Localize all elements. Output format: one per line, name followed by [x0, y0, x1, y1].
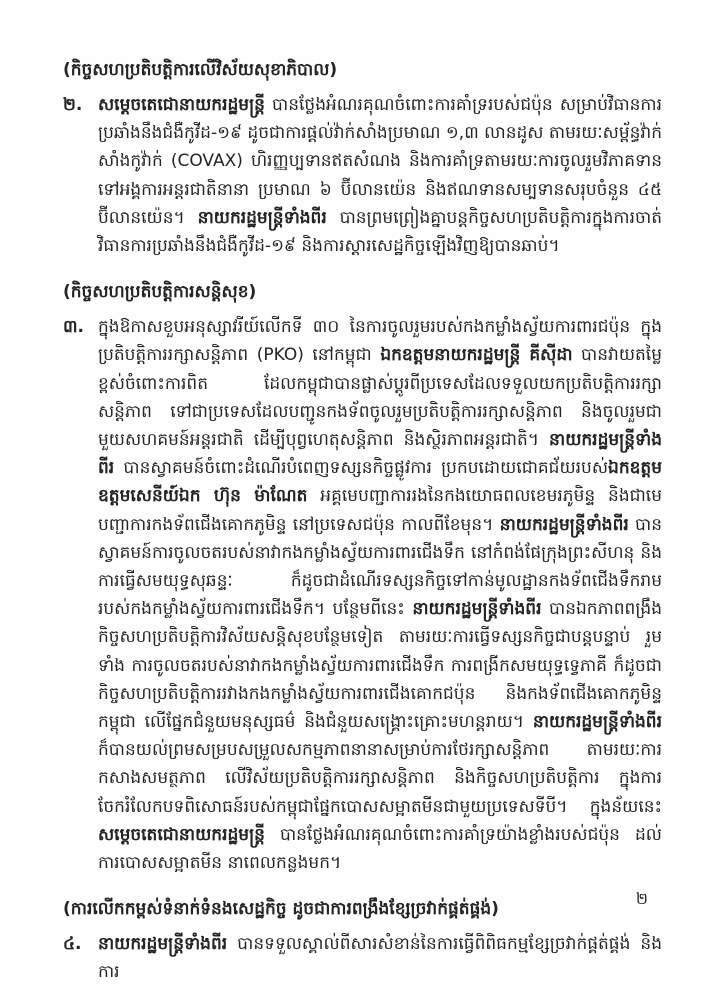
section-heading: (កិច្ចសហប្រតិបត្តិការលើវិស័យសុខាភិបាល)	[63, 60, 338, 80]
section-security-cooperation	[63, 278, 662, 877]
section-heading: (ការលើកកម្ពស់ទំនាក់ទំនងសេដ្ឋកិច្ច ដូចជាការពង្រឹងខ្សែច្រវាក់ផ្គត់ផ្គង់)	[63, 899, 499, 920]
paragraph-item	[63, 930, 662, 986]
document-content	[63, 56, 662, 987]
section-health-cooperation	[63, 56, 662, 260]
section-heading: (កិច្ចសហប្រតិបត្តិការសន្តិសុខ)	[63, 282, 257, 303]
item-number: ៤.	[63, 934, 82, 955]
paragraph-item	[63, 91, 662, 260]
page-number: ២	[635, 889, 648, 908]
paragraph-text: នាយករដ្ឋមន្ត្រីទាំងពីរ បានទទួលស្គាល់ពីសារសំខាន់នៃការធ្វើពិពិធកម្មខ្សែច្រវាក់ផ្គត់ផ្គង់ និងការ	[98, 934, 662, 983]
paragraph-text: ក្នុងឱកាសខួបអនុស្សាវរីយ៍លើកទី ៣០ នៃការចូលរួមរបស់កងកម្លាំងស្វ័យការពារជប៉ុន ក្នុងប្រតិបត្តិការរក្សាសន្តិភាព (PKO) នៅកម្ពុជា ឯកឧត្តមនាយករដ្ឋមន្ត្រី គីស៊ីដា បានវាយតម្លៃខ្ពស់ចំពោះការពិត ដែលកម្ពុជាបានផ្លាស់ប្តូរពីប្រទេសដែលទទួលយកប្រតិបត្តិការរក្សាសន្តិភាព ទៅជាប្រទេសដែលបញ្ជូនកងទ័ពចូលរួមប្រតិបត្តិការរក្សាសន្តិភាព និងចូលរួមជាមួយសហគមន៍អន្តរជាតិ ដើម្បីបុព្វហេតុសន្តិភាព និងស្ថិរភាពអន្តរជាតិ។ នាយករដ្ឋមន្ត្រីទាំងពីរ បានស្វាគមន៍ចំពោះដំណើរបំពេញទស្សនកិច្ចផ្លូវការ ប្រកបដោយជោគជ័យរបស់ឯកឧត្តមឧត្តមសេនីយ៍ឯក ហ៊ុន ម៉ាណែត អគ្គមេបញ្ជាការរងនៃកងយោធពលខេមរភូមិន្ទ និងជាមេបញ្ជាការកងទ័ពជើងគោកភូមិន្ទ នៅប្រទេសជប៉ុន កាលពីខែមុន។ នាយករដ្ឋមន្ត្រីទាំងពីរ បានស្វាគមន៍ការចូលចតរបស់នាវាកងកម្លាំងស្វ័យការពារជើងទឹក នៅកំពង់ផែក្រុងព្រះសីហនុ និងការធ្វើសមយុទ្ធសុឆន្ទៈ ក៏ដូចជាដំណើរទស្សនកិច្ចទៅកាន់មូលដ្ឋានកងទ័ពជើងទឹករាមរបស់កងកម្លាំងស្វ័យការពារជើងទឹក។ បន្ថែមពីនេះ នាយករដ្ឋមន្ត្រីទាំងពីរ បានឯកភាពពង្រឹងកិច្ចសហប្រតិបត្តិការវិស័យសន្តិសុខបន្ថែមទៀត តាមរយៈការធ្វើទស្សនកិច្ចជាបន្តបន្ទាប់ រួមទាំង ការចូលចតរបស់នាវាកងកម្លាំងស្វ័យការពារជើងទឹក ការពង្រីកសមយុទ្ធទ្វេភាគី ក៏ដូចជាកិច្ចសហប្រតិបត្តិការរវាងកងកម្លាំងស្វ័យការពារជើងគោកជប៉ុន និងកងទ័ពជើងគោកភូមិន្ទកម្ពុជា លើផ្នែកជំនួយមនុស្សធម៌ និងជំនួយសង្គ្រោះគ្រោះមហន្តរាយ។ នាយករដ្ឋមន្ត្រីទាំងពីរ ក៏បានយល់ព្រមសម្របសម្រួលសកម្មភាពនានាសម្រាប់ការថែរក្សាសន្តិភាព តាមរយៈការកសាងសមត្ថភាព លើវិស័យប្រតិបត្តិការរក្សាសន្តិភាព និងកិច្ចសហប្រតិបត្តិការ ក្នុងការចែករំលែកបទពិសោធន៍របស់កម្ពុជាផ្នែកបោសសម្អាតមីនជាមួយប្រទេសទីបី។ ក្នុងន័យនេះ សម្តេចតេជោនាយករដ្ឋមន្ត្រី បានថ្លែងអំណរគុណចំពោះការគាំទ្រយ៉ាងខ្លាំងរបស់ជប៉ុន ដល់ការបោសសម្អាតមីន នាពេលកន្លងមក។	[98, 317, 662, 874]
item-number: ៣.	[63, 317, 84, 338]
item-number: ២.	[63, 95, 83, 115]
paragraph-item	[63, 313, 662, 877]
paragraph-text: សម្តេចតេជោនាយករដ្ឋមន្ត្រី បានថ្លែងអំណរគុណចំពោះការគាំទ្ររបស់ជប៉ុន សម្រាប់វិធានការប្រឆាំងនឹងជំងឺកូវីដ-១៩ ដូចជាការផ្តល់វ៉ាក់សាំងប្រមាណ ១,៣ លានដូស តាមរយៈសម្ព័ន្ធវ៉ាក់សាំងកូវ៉ាក់ (COVAX) ហិរញ្ញប្បទានឥតសំណង និងការគាំទ្រតាមរយៈការចូលរួមវិភាគទានទៅអង្គការអន្តរជាតិនានា ប្រមាណ ៦ ប៊ីលានយ៉េន និងឥណទានសម្បទានសរុបចំនួន ៤៥ ប៊ីលានយ៉េន។ នាយករដ្ឋមន្ត្រីទាំងពីរ បានព្រមព្រៀងគ្នាបន្តកិច្ចសហប្រតិបត្តិការក្នុងការចាត់វិធានការប្រឆាំងនឹងជំងឺកូវីដ-១៩ និងការស្តារសេដ្ឋកិច្ចឡើងវិញឱ្យបានឆាប់។	[98, 95, 662, 257]
section-economic-relations	[63, 895, 662, 986]
